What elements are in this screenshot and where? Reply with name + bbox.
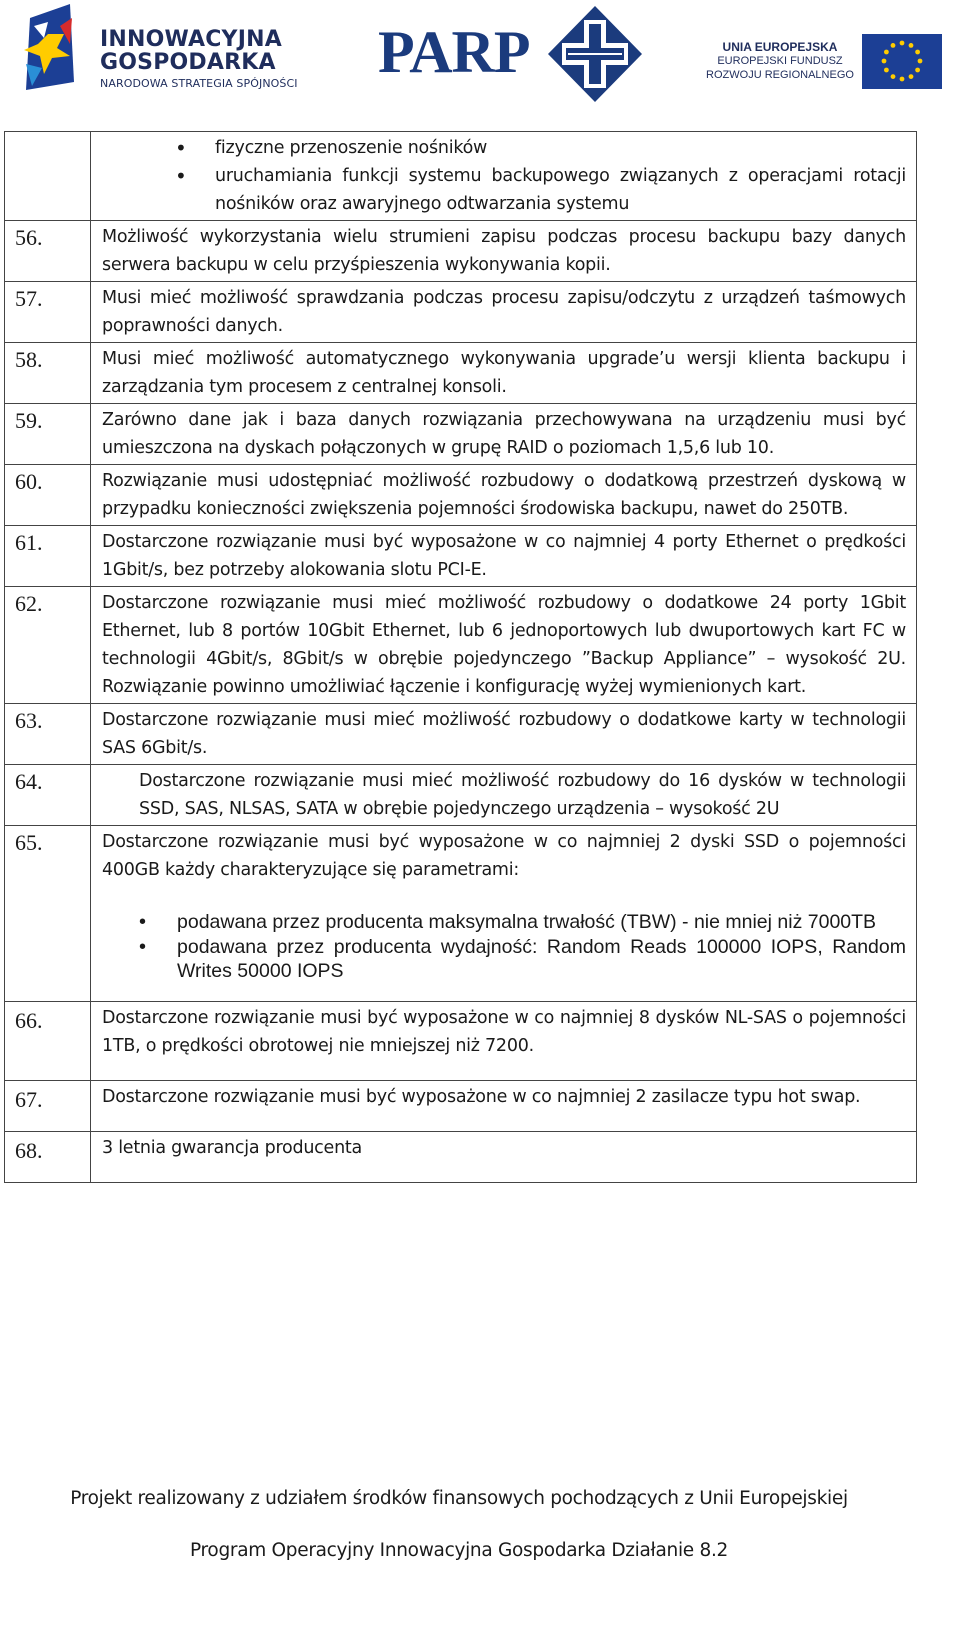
row-text: Musi mieć możliwość automatycznego wykonywania upgrade’u wersji klienta backupu i zarządzania tym procesem z centralnej konsoli. — [91, 343, 917, 404]
row-text — [91, 826, 917, 1002]
row-number: 63. — [5, 704, 91, 765]
footer-program-name: Program Operacyjny Innowacyjna Gospodarka Działanie 8.2 — [190, 1540, 728, 1561]
row-text: Możliwość wykorzystania wielu strumieni zapisu podczas procesu backupu bazy danych serwera backupu w celu przyśpieszenia wykonywania kopii. — [91, 221, 917, 282]
eu-fund-logo — [706, 34, 946, 94]
page-header — [0, 0, 960, 110]
eu-logo-line2: EUROPEJSKI FUNDUSZ — [717, 55, 843, 67]
row-text: Dostarczone rozwiązanie musi mieć możliwość rozbudowy o dodatkowe 24 porty 1Gbit Ethernet, lub 8 portów 10Gbit Ethernet, lub 6 jednoportowych lub dwuportowych kart FC w technologii 4Gbit/s, 8Gbit/s w obrębie pojedynczego ”Backup Appliance” – wysokość 2U. Rozwiązanie powinno umożliwiać łączenie i konfigurację wyżej wymienionych kart. — [91, 587, 917, 704]
table-row — [5, 526, 917, 587]
table-row — [5, 343, 917, 404]
row-text: Dostarczone rozwiązanie musi być wyposażone w co najmniej 8 dysków NL-SAS o pojemności 1TB, o prędkości obrotowej nie mniejszej niż 7200. — [91, 1002, 917, 1081]
table-row — [5, 587, 917, 704]
row-number: 68. — [5, 1132, 91, 1183]
row-number: 67. — [5, 1081, 91, 1132]
row-text: Dostarczone rozwiązanie musi mieć możliwość rozbudowy do 16 dysków w technologii SSD, SAS, NLSAS, SATA w obrębie pojedynczego urządzenia – wysokość 2U — [91, 765, 917, 826]
row-number: 58. — [5, 343, 91, 404]
ig-logo-line2: GOSPODARKA — [100, 50, 276, 75]
row-text: Dostarczone rozwiązanie musi być wyposażone w co najmniej 4 porty Ethernet o prędkości 1Gbit/s, bez potrzeby alokowania slotu PCI-E. — [91, 526, 917, 587]
row-text: Dostarczone rozwiązanie musi mieć możliwość rozbudowy o dodatkowe karty w technologii SAS 6Gbit/s. — [91, 704, 917, 765]
list-item: • podawana przez producenta maksymalna trwałość (TBW) - nie mniej niż 7000TB — [102, 910, 906, 934]
row-number: 61. — [5, 526, 91, 587]
row-text: 3 letnia gwarancja producenta — [91, 1132, 917, 1183]
row-number: 60. — [5, 465, 91, 526]
innowacyjna-gospodarka-emblem-icon — [22, 4, 92, 96]
table-row — [5, 765, 917, 826]
row-text: Musi mieć możliwość sprawdzania podczas procesu zapisu/odczytu z urządzeń taśmowych poprawności danych. — [91, 282, 917, 343]
eu-flag-icon — [862, 34, 942, 89]
eu-logo-line3: ROZWOJU REGIONALNEGO — [706, 69, 854, 81]
table-row — [5, 704, 917, 765]
bullet-list — [102, 134, 906, 218]
row-number: 57. — [5, 282, 91, 343]
table-row — [5, 826, 917, 1002]
row-number: 65. — [5, 826, 91, 1002]
eu-logo-line1: UNIA EUROPEJSKA — [722, 40, 838, 54]
footer-funding-note: Projekt realizowany z udziałem środków finansowych pochodzących z Unii Europejskiej — [70, 1488, 848, 1509]
parp-logo — [378, 4, 658, 104]
parp-diamond-icon — [548, 6, 642, 102]
parp-logo-text: PARP — [378, 19, 530, 85]
row-number: 62. — [5, 587, 91, 704]
bullet-list — [102, 910, 906, 983]
table-row — [5, 1002, 917, 1081]
row-number: 56. — [5, 221, 91, 282]
list-item: • uruchamiania funkcji systemu backupowego związanych z operacjami rotacji nośników oraz awaryjnego odtwarzania systemu — [102, 162, 906, 218]
list-item: • podawana przez producenta wydajność: Random Reads 100000 IOPS, Random Writes 50000 IOPS — [102, 935, 906, 983]
table-row — [5, 465, 917, 526]
table-row — [5, 404, 917, 465]
table-row — [5, 221, 917, 282]
list-item: • fizyczne przenoszenie nośników — [102, 134, 906, 162]
row-text — [91, 132, 917, 221]
table-row — [5, 132, 917, 221]
table-row — [5, 1081, 917, 1132]
row-text-intro: Dostarczone rozwiązanie musi być wyposażone w co najmniej 2 dyski SSD o pojemności 400GB każdy charakteryzujące się parametrami: — [102, 832, 906, 880]
requirements-table — [4, 131, 917, 1183]
row-number: 66. — [5, 1002, 91, 1081]
innowacyjna-gospodarka-logo — [22, 4, 322, 99]
ig-logo-line1: INNOWACYJNA — [100, 27, 282, 52]
row-number: 64. — [5, 765, 91, 826]
row-text: Zarówno dane jak i baza danych rozwiązania przechowywana na urządzeniu musi być umieszczona na dyskach połączonych w grupę RAID o poziomach 1,5,6 lub 10. — [91, 404, 917, 465]
row-number — [5, 132, 91, 221]
ig-logo-line3: NARODOWA STRATEGIA SPÓJNOŚCI — [100, 77, 298, 90]
row-text: Dostarczone rozwiązanie musi być wyposażone w co najmniej 2 zasilacze typu hot swap. — [91, 1081, 917, 1132]
row-text: Rozwiązanie musi udostępniać możliwość rozbudowy o dodatkową przestrzeń dyskową w przypadku konieczności zwiększenia pojemności środowiska backupu, nawet do 250TB. — [91, 465, 917, 526]
table-row — [5, 282, 917, 343]
row-number: 59. — [5, 404, 91, 465]
table-row — [5, 1132, 917, 1183]
